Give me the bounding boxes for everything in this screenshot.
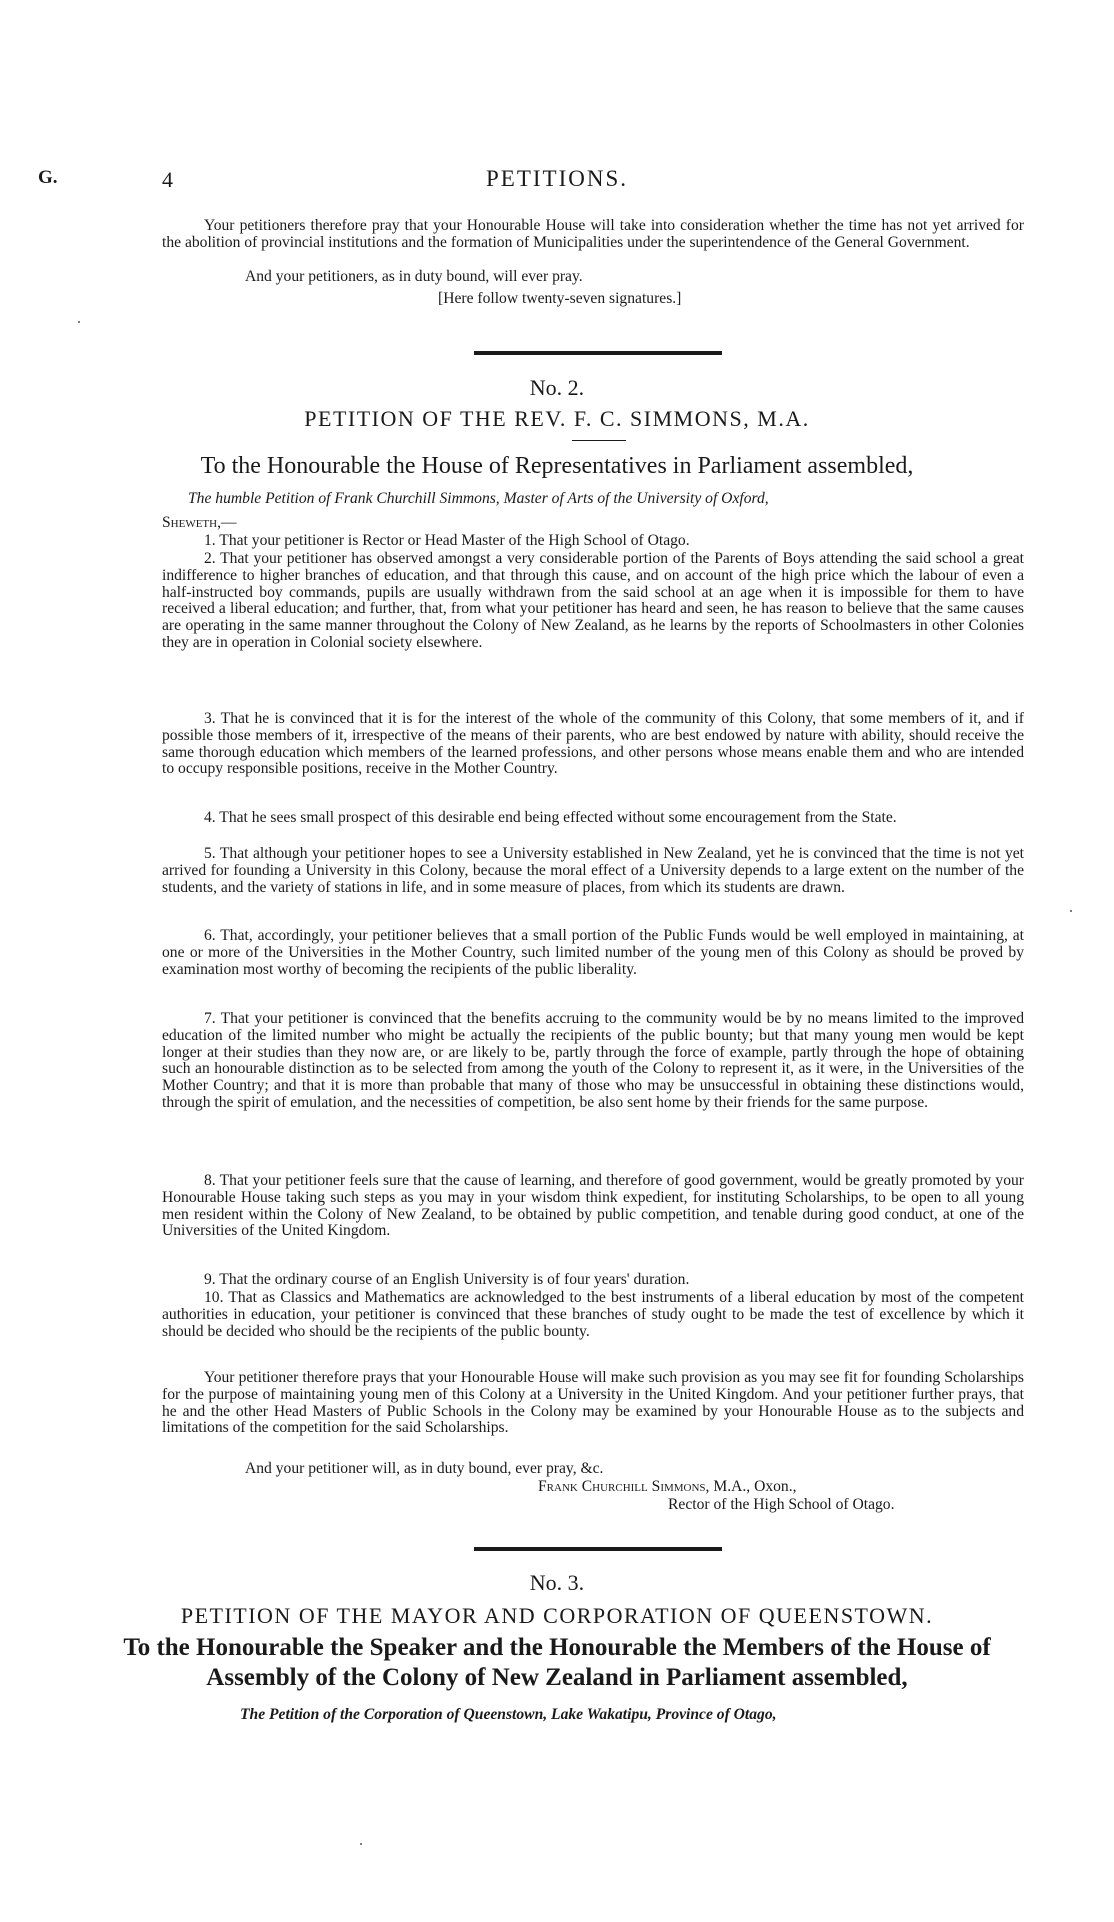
paper-speck bbox=[78, 321, 80, 323]
section-divider bbox=[474, 351, 722, 355]
paragraph-5: 5. That although your petitioner hopes to see a University established in New Zealand, yet he is convinced that the time is not yet arrived for founding a University in this Colony, because the moral effect of a University depends to a large extent on the number of the students, and the variety of stations in life, and in some measure of places, from which its students are drawn. bbox=[162, 845, 1024, 896]
page-number: 4 bbox=[162, 167, 173, 192]
prev-petition-signatures: [Here follow twenty-seven signatures.] bbox=[438, 290, 682, 307]
petition-sheweth: Sheweth,— bbox=[162, 514, 237, 531]
page-title: PETITIONS. bbox=[485, 166, 629, 191]
paragraph-4: 4. That he sees small prospect of this desirable end being effected without some encouragement from the State. bbox=[204, 809, 897, 826]
signature: Frank Churchill Simmons, M.A., Oxon., bbox=[538, 1478, 797, 1495]
paragraph-2: 2. That your petitioner has observed amongst a very considerable portion of the Parents of Boys attending the said school a great indifference to higher branches of education, and that through this cause, and on account of the high price which the labour of even a half-instructed boy commands, pupils are usually withdrawn from the said school at an age when it is impossible for them to have received a liberal education; and further, that, from what your petitioner has heard and seen, he has reason to believe that the same causes are operating in the same manner throughout the Colony of New Zealand, as he learns by the reports of Schoolmasters in other Colonies they are in operation in Colonial society elsewhere. bbox=[162, 550, 1024, 651]
paragraph-1: 1. That your petitioner is Rector or Head Master of the High School of Otago. bbox=[204, 532, 690, 549]
prayer-paragraph: Your petitioner therefore prays that your Honourable House will make such provision as you may see fit for founding Scholarships for the purpose of maintaining young men of this Colony at a University in the United Kingdom. And your petitioner further prays, that he and the other Head Masters of Public Schools in the Colony may be examined by your Honourable House as to the subjects and limitations of the competition for the said Scholarships. bbox=[162, 1369, 1024, 1437]
petition-address-line-2: Assembly of the Colony of New Zealand in Parliament assembled, bbox=[206, 1664, 908, 1691]
signature-title: Rector of the High School of Otago. bbox=[668, 1496, 895, 1513]
petition-number: No. 3. bbox=[529, 1570, 585, 1595]
paragraph-9: 9. That the ordinary course of an English University is of four years' duration. bbox=[204, 1271, 690, 1288]
prev-petition-closing: And your petitioners, as in duty bound, will ever pray. bbox=[245, 268, 583, 285]
petition-address-line-1: To the Honourable the Speaker and the Honourable the Members of the House of bbox=[123, 1634, 991, 1661]
paragraph-3: 3. That he is convinced that it is for the interest of the whole of the community of this Colony, that some members of it, and if possible those members of it, irrespective of the means of their parents, who are best endowed by nature with ability, should receive the same thorough education which members of the learned professions, and other persons whose means enable them and who are intended to occupy responsible positions, receive in the Mother Country. bbox=[162, 710, 1024, 778]
petition-title: PETITION OF THE MAYOR AND CORPORATION OF QUEENSTOWN. bbox=[180, 1603, 934, 1628]
paper-speck bbox=[360, 1843, 362, 1845]
paragraph-10: 10. That as Classics and Mathematics are acknowledged to the best instruments of a liberal education by most of the competent authorities in education, your petitioner is convinced that these branches of study ought to be made the test of excellence by which it should be decided who should be the recipients of the public bounty. bbox=[162, 1289, 1024, 1340]
petition-humble-line: The Petition of the Corporation of Queenstown, Lake Wakatipu, Province of Otago, bbox=[240, 1706, 777, 1723]
prev-petition-prayer: Your petitioners therefore pray that your Honourable House will take into consideration whether the time has not yet arrived for the abolition of provincial institutions and the formation of Municipalities under the superintendence of the General Government. bbox=[162, 217, 1024, 251]
paragraph-8: 8. That your petitioner feels sure that the cause of learning, and therefore of good government, would be greatly promoted by your Honourable House taking such steps as you may in your wisdom think expedient, for instituting Scholarships, to be open to all young men resident within the Colony of New Zealand, to be obtained by public competition, and tenable during good conduct, at one of the Universities of the United Kingdom. bbox=[162, 1172, 1024, 1240]
section-divider bbox=[474, 1547, 722, 1551]
paragraph-6: 6. That, accordingly, your petitioner believes that a small portion of the Public Funds would be well employed in maintaining, at one or more of the Universities in the Mother Country, such limited number of the young men of this Colony as should be proved by examination most worthy of becoming the recipients of the public liberality. bbox=[162, 927, 1024, 978]
petition-address: To the Honourable the House of Representatives in Parliament assembled, bbox=[200, 453, 914, 479]
paragraph-7: 7. That your petitioner is convinced that the benefits accruing to the community would be by no means limited to the improved education of the limited number who might be actually the recipients of the public bounty; but that many young men would be kept longer at their studies than they now are, or are likely to be, partly through the force of example, partly through the hope of obtaining such an honourable distinction as to be selected from among the youth of the Colony to represent it, as it were, in the Universities of the Mother Country; and that it is more than probable that many of those who may be unsuccessful in obtaining these distinctions would, through the spirit of emulation, and the necessities of competition, be also sent home by their friends for the same purpose. bbox=[162, 1010, 1024, 1111]
petition-humble-line: The humble Petition of Frank Churchill Simmons, Master of Arts of the University of Oxford, bbox=[188, 490, 769, 507]
title-underline bbox=[572, 440, 626, 441]
petition-number: No. 2. bbox=[529, 375, 585, 400]
section-label: G. bbox=[38, 167, 58, 188]
petition-closing: And your petitioner will, as in duty bound, ever pray, &c. bbox=[245, 1460, 604, 1477]
petition-title: PETITION OF THE REV. F. C. SIMMONS, M.A. bbox=[304, 406, 810, 431]
paper-speck bbox=[1070, 910, 1072, 912]
